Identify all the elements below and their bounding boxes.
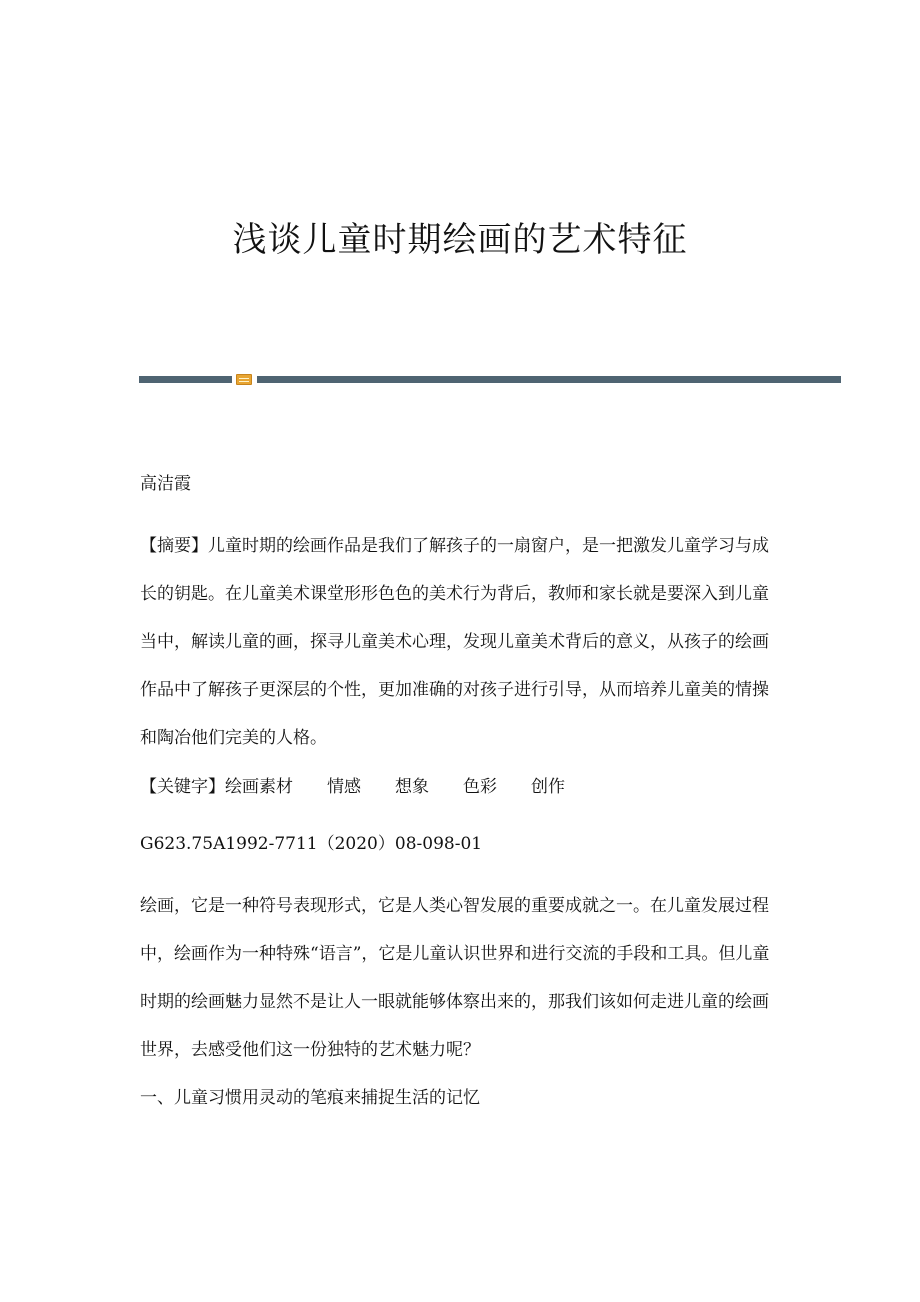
keyword-item: 想象 [395,777,429,797]
divider-ornament-icon [236,374,252,385]
page-title: 浅谈儿童时期绘画的艺术特征 [232,220,688,260]
divider-bar-right [257,376,841,383]
author-name: 高洁霞 [140,474,191,494]
keyword-item: 色彩 [463,777,497,797]
title-divider [139,374,841,384]
section-heading: 一、儿童习惯用灵动的笔痕来捕捉生活的记忆 [140,1088,480,1108]
divider-bar-left [139,376,232,383]
body-paragraph: 绘画，它是一种符号表现形式，它是人类心智发展的重要成就之一。在儿童发展过程中，绘画作为一种特殊“语言”，它是儿童认识世界和进行交流的手段和工具。但儿童时期的绘画魅力显然不是让人一眼就能够体察出来的，那我们该如何走进儿童的绘画世界，去感受他们这一份独特的艺术魅力呢？ [140,896,770,1060]
abstract-paragraph: 【摘要】儿童时期的绘画作品是我们了解孩子的一扇窗户，是一把激发儿童学习与成长的钥匙。在儿童美术课堂形形色色的美术行为背后，教师和家长就是要深入到儿童当中，解读儿童的画，探寻儿童美术心理，发现儿童美术背后的意义，从孩子的绘画作品中了解孩子更深层的个性，更加准确的对孩子进行引导，从而培养儿童美的情操和陶冶他们完美的人格。 [140,536,769,748]
keywords-line [140,774,780,800]
classification-code: G623.75A1992-7711（2020）08-098-01 [140,834,483,854]
keyword-item: 绘画素材 [225,777,293,797]
keywords-label: 【关键字】 [140,777,225,797]
keyword-item: 创作 [531,777,565,797]
keyword-item: 情感 [327,777,361,797]
